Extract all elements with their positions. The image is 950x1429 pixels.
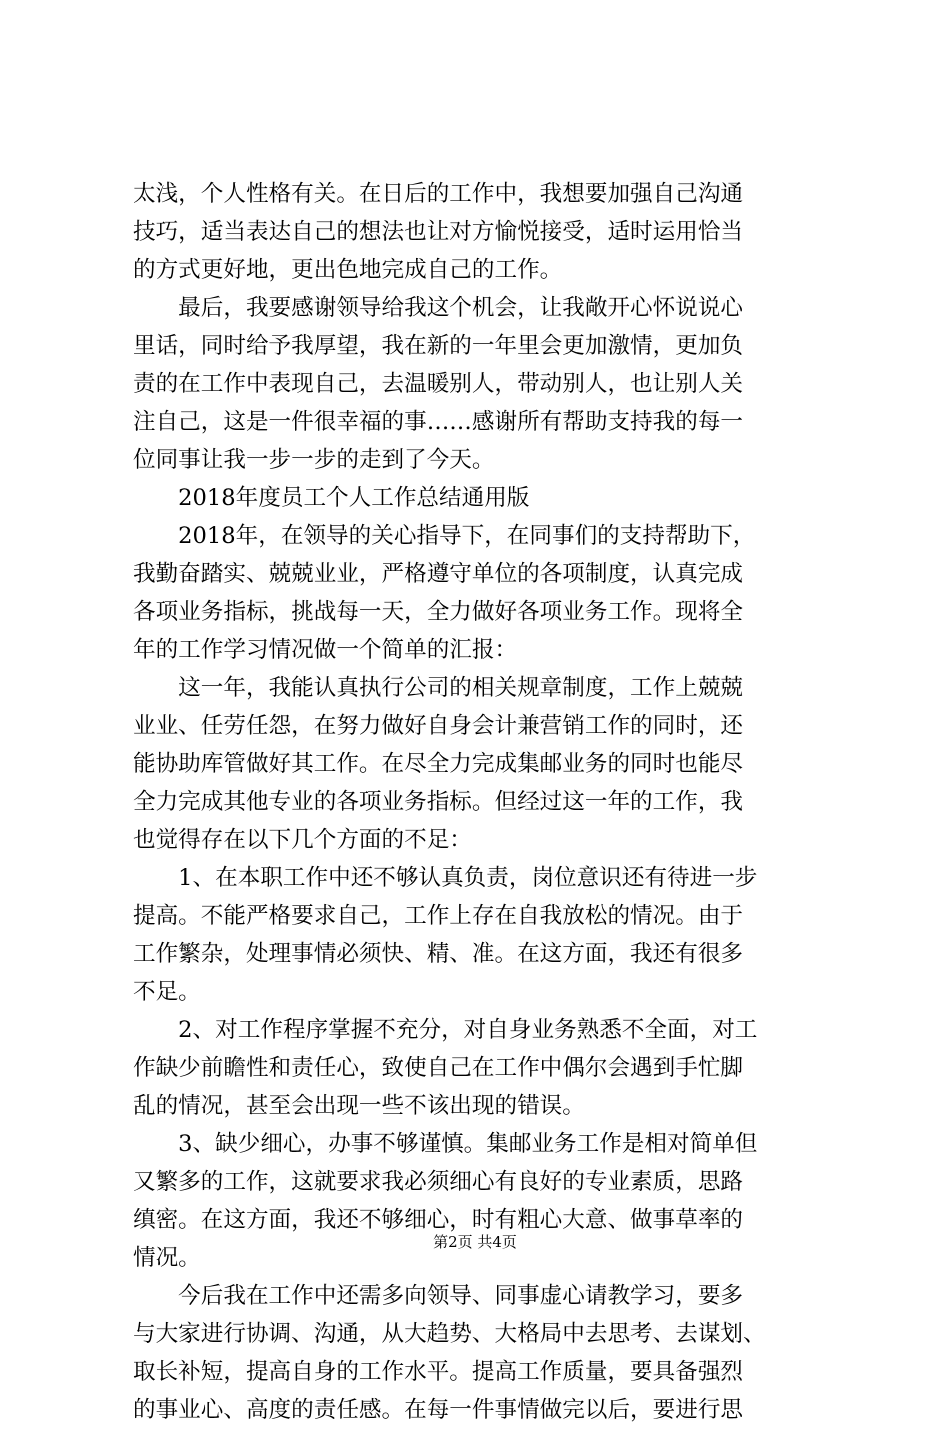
- text-line: 的方式更好地，更出色地完成自己的工作。: [133, 257, 563, 283]
- text-line: 与大家进行协调、沟通，从大趋势、大格局中去思考、去谋划、: [133, 1321, 766, 1347]
- text-line: 1、在本职工作中还不够认真负责，岗位意识还有待进一步: [133, 865, 758, 891]
- text-line: 情况。: [133, 1245, 201, 1271]
- text-line: 我勤奋踏实、兢兢业业，严格遵守单位的各项制度，认真完成: [133, 561, 744, 587]
- text-line: 注自己，这是一件很幸福的事……感谢所有帮助支持我的每一: [133, 409, 744, 435]
- text-line: 技巧，适当表达自己的想法也让对方愉悦接受，适时运用恰当: [133, 219, 744, 245]
- text-line: 不足。: [133, 979, 201, 1005]
- text-line: 全力完成其他专业的各项业务指标。但经过这一年的工作，我: [133, 789, 744, 815]
- text-line: 3、缺少细心，办事不够谨慎。集邮业务工作是相对简单但: [133, 1131, 758, 1157]
- text-line: 年的工作学习情况做一个简单的汇报：: [133, 637, 518, 663]
- text-line: 各项业务指标，挑战每一天，全力做好各项业务工作。现将全: [133, 599, 744, 625]
- text-line: 业业、任劳任怨，在努力做好自身会计兼营销工作的同时，还: [133, 713, 744, 739]
- text-line: 工作繁杂，处理事情必须快、精、准。在这方面，我还有很多: [133, 941, 744, 967]
- text-line: 又繁多的工作，这就要求我必须细心有良好的专业素质，思路: [133, 1169, 744, 1195]
- text-line: 提高。不能严格要求自己，工作上存在自我放松的情况。由于: [133, 903, 744, 929]
- text-line: 太浅，个人性格有关。在日后的工作中，我想要加强自己沟通: [133, 181, 744, 207]
- text-line: 2018年度员工个人工作总结通用版: [133, 485, 530, 511]
- text-line: 的事业心、高度的责任感。在每一件事情做完以后，要进行思: [133, 1397, 744, 1423]
- text-line: 2、对工作程序掌握不充分，对自身业务熟悉不全面，对工: [133, 1017, 758, 1043]
- text-line: 这一年，我能认真执行公司的相关规章制度，工作上兢兢: [133, 675, 744, 701]
- text-line: 今后我在工作中还需多向领导、同事虚心请教学习，要多: [133, 1283, 744, 1309]
- text-line: 取长补短，提高自身的工作水平。提高工作质量，要具备强烈: [133, 1359, 744, 1385]
- text-line: 作缺少前瞻性和责任心，致使自己在工作中偶尔会遇到手忙脚: [133, 1055, 744, 1081]
- text-line: 里话，同时给予我厚望，我在新的一年里会更加激情，更加负: [133, 333, 744, 359]
- text-line: 能协助库管做好其工作。在尽全力完成集邮业务的同时也能尽: [133, 751, 744, 777]
- text-line: 位同事让我一步一步的走到了今天。: [133, 447, 495, 473]
- page-footer: 第2页 共4页: [433, 1233, 517, 1251]
- text-line: 缜密。在这方面，我还不够细心，时有粗心大意、做事草率的: [133, 1207, 744, 1233]
- text-line: 乱的情况，甚至会出现一些不该出现的错误。: [133, 1093, 585, 1119]
- text-line: 最后，我要感谢领导给我这个机会，让我敞开心怀说说心: [133, 295, 744, 321]
- text-line: 2018年，在领导的关心指导下，在同事们的支持帮助下，: [133, 523, 756, 549]
- text-line: 责的在工作中表现自己，去温暖别人，带动别人，也让别人关: [133, 371, 744, 397]
- text-line: 也觉得存在以下几个方面的不足：: [133, 827, 472, 853]
